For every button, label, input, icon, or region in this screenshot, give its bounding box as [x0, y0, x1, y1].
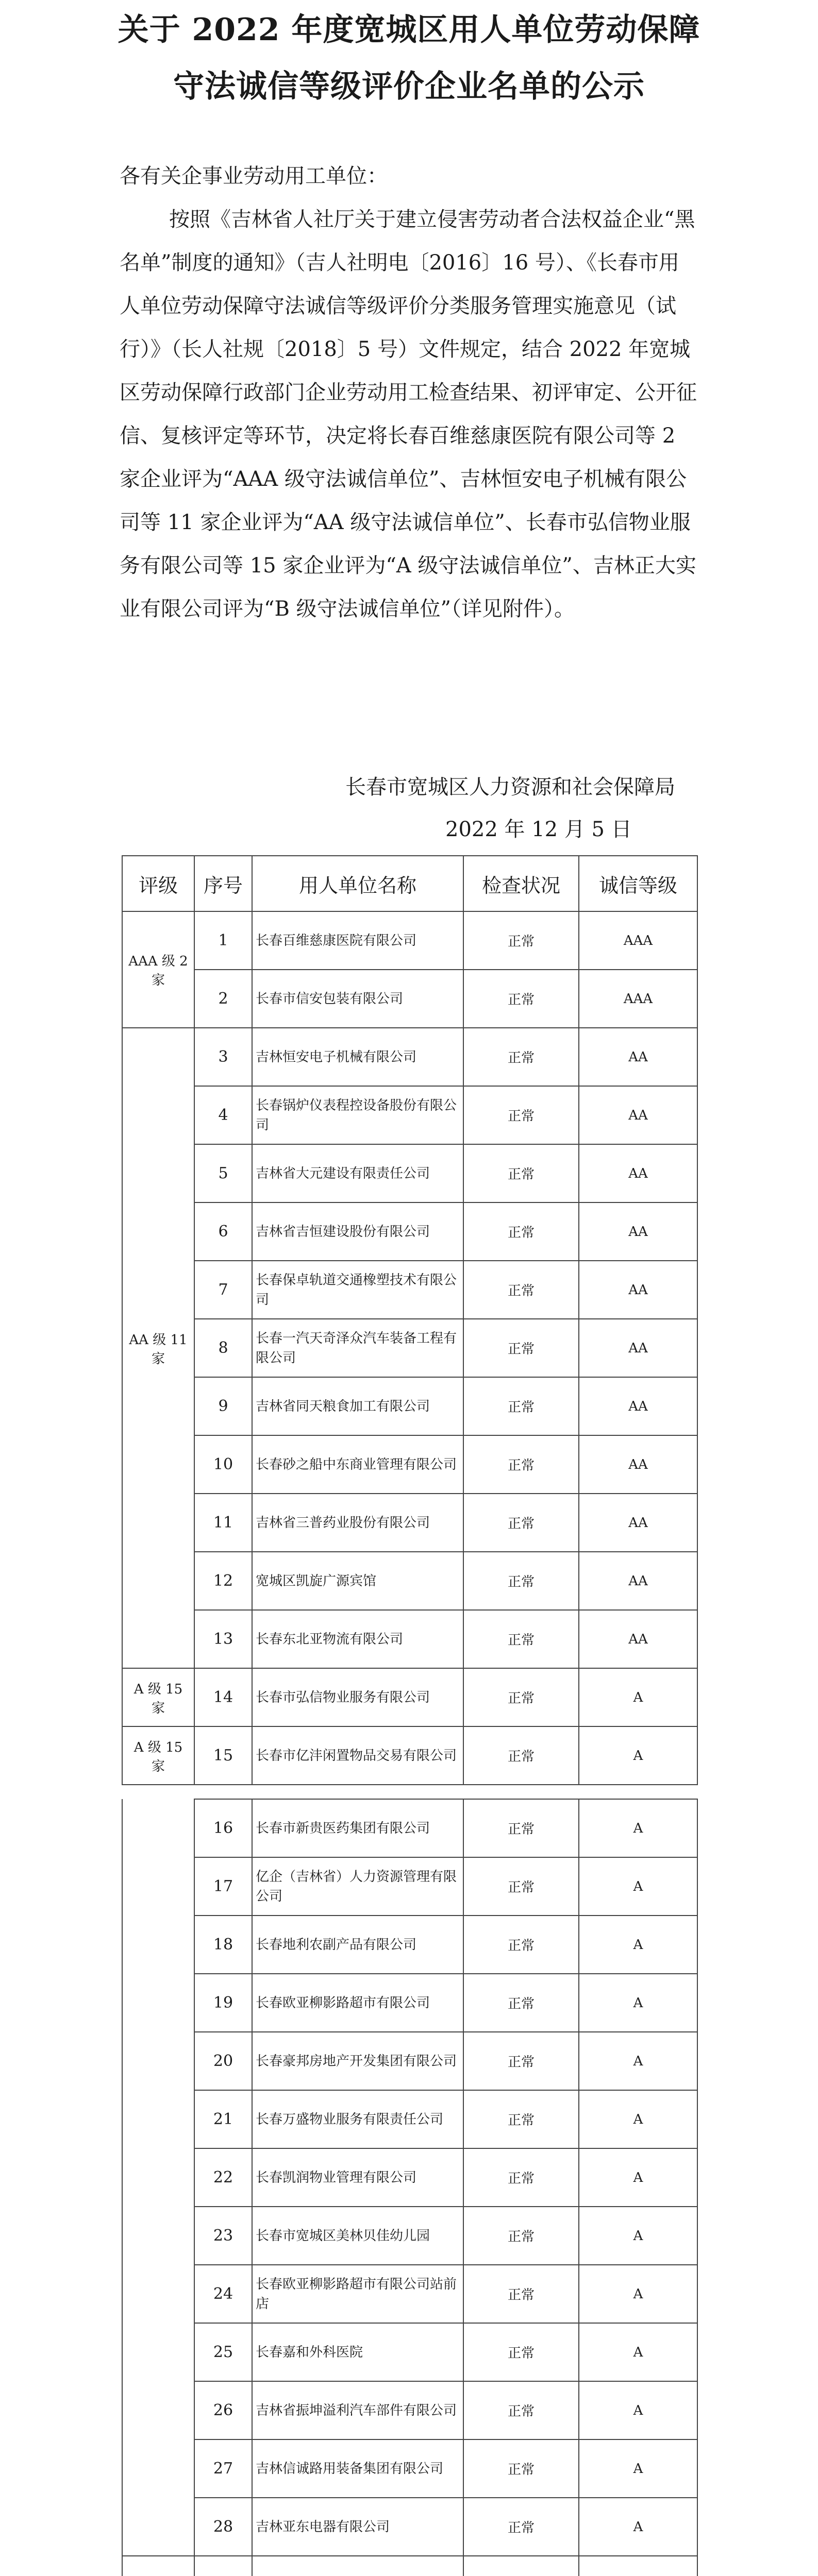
body-paragraph	[120, 198, 697, 631]
inspection-status: 正常	[463, 2439, 579, 2498]
row-number: 20	[194, 2032, 252, 2090]
inspection-status: 正常	[463, 1086, 579, 1144]
credit-level: A	[579, 2207, 697, 2265]
row-number: 28	[194, 2498, 252, 2556]
company-name: 长春地利农副产品有限公司	[252, 1916, 463, 1974]
company-name: 长春豪邦房地产开发集团有限公司	[252, 2032, 463, 2090]
table-row	[122, 1857, 697, 1916]
inspection-status: 正常	[463, 1668, 579, 1726]
row-number: 26	[194, 2381, 252, 2439]
credit-level: A	[579, 2439, 697, 2498]
body-text: 按照《吉林省人社厅关于建立侵害劳动者合法权益企业“黑名单”制度的通知》（吉人社明电〔2016〕16 号）、《长春市用人单位劳动保障守法诚信等级评价分类服务管理实施意见（试行）》（长人社规〔2018〕5 号）文件规定，结合 2022 年宽城区劳动保障行政部门企业劳动用工检查结果、初评审定、公开征信、复核评定等环节，决定将长春百维慈康医院有限公司等 2 家企业评为“AAA 级守法诚信单位”、吉林恒安电子机械有限公司等 11 家企业评为“AA 级守法诚信单位”、长春市弘信物业服务有限公司等 15 家企业评为“A 级守法诚信单位”、吉林正大实业有限公司评为“B 级守法诚信单位”（详见附件）。	[120, 208, 697, 621]
table-header-row	[122, 856, 697, 911]
row-number: 10	[194, 1435, 252, 1494]
company-name: 长春凯润物业管理有限公司	[252, 2148, 463, 2207]
company-name: 长春砂之船中东商业管理有限公司	[252, 1435, 463, 1494]
inspection-status: 正常	[463, 2032, 579, 2090]
table-row	[122, 1319, 697, 1377]
credit-level: AA	[579, 1319, 697, 1377]
header-company-name: 用人单位名称	[252, 856, 463, 911]
group-aaa: AAA 级 2 家	[122, 911, 194, 1028]
credit-level: AA	[579, 1494, 697, 1552]
table-row	[122, 2265, 697, 2323]
row-number	[194, 2556, 252, 2576]
document-title-line-2: 守法诚信等级评价企业名单的公示	[173, 69, 645, 105]
row-number: 17	[194, 1857, 252, 1916]
credit-level: A	[579, 1668, 697, 1726]
group-b	[122, 2556, 194, 2576]
company-name: 吉林省吉恒建设股份有限公司	[252, 1202, 463, 1261]
credit-level: A	[579, 2148, 697, 2207]
table-row	[122, 2556, 697, 2576]
company-name: 长春保卓轨道交通橡塑技术有限公司	[252, 1261, 463, 1319]
table-row	[122, 1610, 697, 1668]
company-name: 吉林省大元建设有限责任公司	[252, 1144, 463, 1202]
header-inspection-status: 检查状况	[463, 856, 579, 911]
table-row	[122, 970, 697, 1028]
credit-level: AA	[579, 1144, 697, 1202]
row-number: 4	[194, 1086, 252, 1144]
company-name: 长春市新贵医药集团有限公司	[252, 1799, 463, 1857]
credit-level: AA	[579, 1202, 697, 1261]
table-row	[122, 1552, 697, 1610]
table-row	[122, 2148, 697, 2207]
company-name: 长春嘉和外科医院	[252, 2323, 463, 2381]
inspection-status: 正常	[463, 1435, 579, 1494]
company-name: 吉林省三普药业股份有限公司	[252, 1494, 463, 1552]
company-name: 长春一汽天奇泽众汽车装备工程有限公司	[252, 1319, 463, 1377]
inspection-status: 正常	[463, 2498, 579, 2556]
company-name: 宽城区凯旋广源宾馆	[252, 1552, 463, 1610]
table-row	[122, 1144, 697, 1202]
signature-organization: 长春市宽城区人力资源和社会保障局	[345, 775, 675, 799]
credit-level: A	[579, 1916, 697, 1974]
inspection-status: 正常	[463, 1202, 579, 1261]
document-title-line-1: 关于 2022 年度宽城区用人单位劳动保障	[118, 12, 700, 48]
credit-level: A	[579, 1726, 697, 1785]
credit-level: AA	[579, 1086, 697, 1144]
signature-date: 2022 年 12 月 5 日	[445, 818, 632, 841]
table-row	[122, 2439, 697, 2498]
table-row	[122, 1799, 697, 1857]
row-number: 11	[194, 1494, 252, 1552]
table-row	[122, 1377, 697, 1435]
row-number: 27	[194, 2439, 252, 2498]
credit-level: AAA	[579, 970, 697, 1028]
inspection-status: 正常	[463, 1494, 579, 1552]
company-name: 长春市弘信物业服务有限公司	[252, 1668, 463, 1726]
inspection-status: 正常	[463, 1916, 579, 1974]
credit-level: A	[579, 2323, 697, 2381]
table-row	[122, 2323, 697, 2381]
table-row	[122, 2498, 697, 2556]
row-number: 23	[194, 2207, 252, 2265]
row-number: 22	[194, 2148, 252, 2207]
inspection-status: 正常	[463, 1319, 579, 1377]
company-name: 吉林亚东电器有限公司	[252, 2498, 463, 2556]
table-row	[122, 1916, 697, 1974]
group-aa: AA 级 11 家	[122, 1028, 194, 1668]
company-name: 长春市信安包装有限公司	[252, 970, 463, 1028]
row-number: 25	[194, 2323, 252, 2381]
credit-level: A	[579, 2498, 697, 2556]
credit-level: AA	[579, 1261, 697, 1319]
inspection-status: 正常	[463, 970, 579, 1028]
company-name: 长春欧亚柳影路超市有限公司站前店	[252, 2265, 463, 2323]
inspection-status: 正常	[463, 1261, 579, 1319]
row-number: 12	[194, 1552, 252, 1610]
company-name: 长春万盛物业服务有限责任公司	[252, 2090, 463, 2148]
row-number: 15	[194, 1726, 252, 1785]
table-row	[122, 1974, 697, 2032]
table-row	[122, 1261, 697, 1319]
row-number: 6	[194, 1202, 252, 1261]
credit-level: A	[579, 2265, 697, 2323]
company-name: 吉林省振坤溢利汽车部件有限公司	[252, 2381, 463, 2439]
enterprise-rating-table	[122, 855, 698, 2576]
group-a-first: A 级 15 家	[122, 1668, 194, 1726]
row-number: 1	[194, 911, 252, 970]
inspection-status: 正常	[463, 1799, 579, 1857]
credit-level: A	[579, 1857, 697, 1916]
inspection-status: 正常	[463, 1144, 579, 1202]
credit-level: AA	[579, 1435, 697, 1494]
table-row	[122, 1028, 697, 1086]
row-number: 19	[194, 1974, 252, 2032]
row-number: 9	[194, 1377, 252, 1435]
inspection-status: 正常	[463, 911, 579, 970]
table-row	[122, 1086, 697, 1144]
company-name: 长春锅炉仪表程控设备股份有限公司	[252, 1086, 463, 1144]
credit-level: AA	[579, 1377, 697, 1435]
credit-level: AA	[579, 1610, 697, 1668]
inspection-status: 正常	[463, 1552, 579, 1610]
table-row	[122, 2090, 697, 2148]
table-row	[122, 1202, 697, 1261]
row-number: 8	[194, 1319, 252, 1377]
row-number: 21	[194, 2090, 252, 2148]
credit-level: A	[579, 2381, 697, 2439]
company-name: 吉林省同天粮食加工有限公司	[252, 1377, 463, 1435]
group-a-continued	[122, 1799, 194, 2556]
credit-level	[579, 2556, 697, 2576]
inspection-status: 正常	[463, 2148, 579, 2207]
credit-level: AA	[579, 1028, 697, 1086]
row-number: 2	[194, 970, 252, 1028]
credit-level: AAA	[579, 911, 697, 970]
company-name: 长春百维慈康医院有限公司	[252, 911, 463, 970]
company-name: 吉林恒安电子机械有限公司	[252, 1028, 463, 1086]
header-credit-level: 诚信等级	[579, 856, 697, 911]
group-a-second: A 级 15 家	[122, 1726, 194, 1785]
credit-level: A	[579, 2032, 697, 2090]
company-name: 长春市宽城区美林贝佳幼儿园	[252, 2207, 463, 2265]
credit-level: A	[579, 2090, 697, 2148]
table-row	[122, 1726, 697, 1785]
row-number: 24	[194, 2265, 252, 2323]
company-name: 亿企（吉林省）人力资源管理有限公司	[252, 1857, 463, 1916]
page-break-gap	[122, 1785, 697, 1799]
inspection-status: 正常	[463, 2323, 579, 2381]
company-name	[252, 2556, 463, 2576]
table-row	[122, 1494, 697, 1552]
credit-level: A	[579, 1974, 697, 2032]
header-number: 序号	[194, 856, 252, 911]
inspection-status: 正常	[463, 2265, 579, 2323]
company-name: 长春东北亚物流有限公司	[252, 1610, 463, 1668]
inspection-status: 正常	[463, 1028, 579, 1086]
inspection-status	[463, 2556, 579, 2576]
inspection-status: 正常	[463, 1974, 579, 2032]
row-number: 14	[194, 1668, 252, 1726]
inspection-status: 正常	[463, 2381, 579, 2439]
row-number: 16	[194, 1799, 252, 1857]
row-number: 13	[194, 1610, 252, 1668]
credit-level: AA	[579, 1552, 697, 1610]
row-number: 3	[194, 1028, 252, 1086]
company-name: 长春欧亚柳影路超市有限公司	[252, 1974, 463, 2032]
addressee: 各有关企事业劳动用工单位：	[120, 164, 388, 188]
table-row	[122, 2032, 697, 2090]
credit-level: A	[579, 1799, 697, 1857]
inspection-status: 正常	[463, 1610, 579, 1668]
table-row	[122, 2207, 697, 2265]
table-row	[122, 1435, 697, 1494]
inspection-status: 正常	[463, 1726, 579, 1785]
table-row	[122, 1668, 697, 1726]
row-number: 18	[194, 1916, 252, 1974]
company-name: 吉林信诚路用装备集团有限公司	[252, 2439, 463, 2498]
inspection-status: 正常	[463, 1857, 579, 1916]
inspection-status: 正常	[463, 2207, 579, 2265]
table-row	[122, 911, 697, 970]
row-number: 7	[194, 1261, 252, 1319]
table-row	[122, 2381, 697, 2439]
inspection-status: 正常	[463, 2090, 579, 2148]
row-number: 5	[194, 1144, 252, 1202]
header-rating: 评级	[122, 856, 194, 911]
company-name: 长春市亿沣闲置物品交易有限公司	[252, 1726, 463, 1785]
inspection-status: 正常	[463, 1377, 579, 1435]
